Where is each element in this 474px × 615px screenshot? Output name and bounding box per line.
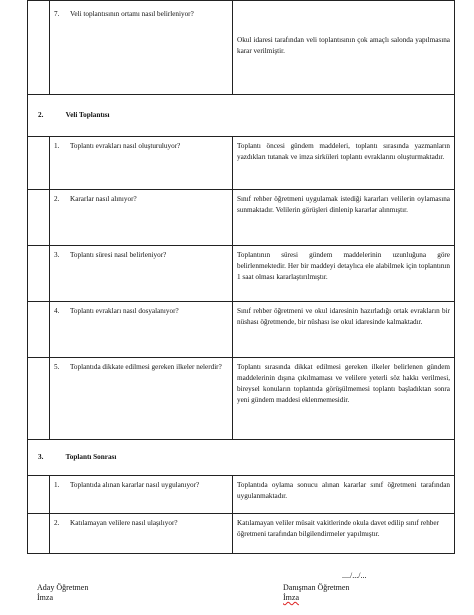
candidate-teacher-title: Aday Öğretmen [37,583,89,592]
answer-cell [233,476,455,514]
answer-text: Okul idaresi tarafından veli toplantısının çok amaçlı salonda yapılmasına karar verilmiştir. [237,36,450,56]
question-text: Kararlar nasıl alınıyor? [70,195,137,203]
table-row [28,1,455,95]
table-row [28,514,455,554]
answer-text: Toplantı öncesi gündem maddeleri, toplantı sırasında yazmanların yazdıkları tutanak ve imza sirküleri toplantı evraklarını oluşturmaktadır. [237,142,450,162]
question-cell [50,190,233,246]
table-row [28,246,455,302]
answer-cell [233,302,455,358]
table-row [28,358,455,440]
answer-cell [233,246,455,302]
section-header-row [28,440,455,476]
section-number: 2. [38,110,44,119]
table-row [28,302,455,358]
question-text: Toplantı süresi nasıl belirleniyor? [70,251,167,259]
question-number: 4. [54,307,60,315]
question-number: 1. [54,142,60,150]
question-text: Toplantıda dikkate edilmesi gereken ilkeler nelerdir? [70,363,222,371]
question-text: Toplantı evrakları nasıl oluşturuluyor? [70,142,181,150]
question-cell [50,514,233,554]
question-number: 2. [54,519,60,527]
advisor-teacher-sign-label: İmza [283,593,299,602]
question-text: Toplantıda alınan kararlar nasıl uygulanıyor? [70,481,200,489]
answer-cell [233,514,455,554]
section-number: 3. [38,452,44,461]
table-row [28,190,455,246]
answer-cell [233,190,455,246]
question-cell [50,476,233,514]
question-cell [50,358,233,440]
candidate-teacher-signature [37,583,88,603]
question-cell [50,302,233,358]
question-cell [50,246,233,302]
section-title: Veli Toplantısı [65,110,110,119]
date-placeholder: ..../.../... [342,571,367,580]
question-number: 1. [54,481,60,489]
answer-text: Toplantıda oylama sonucu alınan kararlar sınıf öğretmeni tarafından uygulanmaktadır. [237,481,450,501]
section-header [28,95,455,137]
advisor-teacher-signature [283,583,349,603]
answer-text: Sınıf rehber öğretmeni ve okul idaresinin hazırladığı ortak evrakların bir nüshası öğretmende, bir nüshası ise okul idaresinde kalmaktadır. [237,307,450,327]
section-title: Toplantı Sonrası [65,452,117,461]
question-number: 3. [54,251,60,259]
question-text: Katılamayan velilere nasıl ulaşılıyor? [70,519,178,527]
table-row [28,137,455,190]
answer-text: Toplantının süresi gündem maddelerinin uzunluğuna göre belirlenmektedir. Her bir maddeyi detaylıca ele alabilmek için toplantının 1 saat olması kararlaştırılmıştır. [237,251,450,282]
table-row [28,476,455,514]
question-text: Veli toplantısının ortamı nasıl belirleniyor? [70,10,194,18]
answer-cell [233,358,455,440]
question-cell [50,137,233,190]
question-number: 5. [54,363,60,371]
answer-text: Katılamayan veliler müsait vakitlerinde okula davet edilip sınıf rehber öğretmeni tarafından bilgilendirmeler yapılmıştır. [237,519,439,539]
question-text: Toplantı evrakları nasıl dosyalanıyor? [70,307,179,315]
question-number: 7. [54,10,60,18]
section-header-row [28,95,455,137]
answer-text: Toplantı sırasında dikkat edilmesi gereken ilkeler belirlenen gündem maddelerinin dışına çıkılmaması ve velilere yeterli söz hakkı verilmesi, bireysel konuların toplantıda görüşülmemesi toplantı başladıktan sonra yeni gündem maddesi eklenmemesidir. [237,363,450,405]
advisor-teacher-title: Danışman Öğretmen [283,583,350,592]
candidate-teacher-sign-label: İmza [37,593,53,602]
answer-cell [233,137,455,190]
question-number: 2. [54,195,60,203]
answer-cell [233,1,455,95]
section-header [28,440,455,476]
question-cell [50,1,233,95]
report-table [27,0,455,554]
answer-text: Sınıf rehber öğretmeni uygulamak istediği kararları velilerin oylamasına sunmaktadır. Velilerin görüşleri dinlenip kararlar alınmıştır. [237,195,450,215]
empty-number-cell [28,1,50,95]
